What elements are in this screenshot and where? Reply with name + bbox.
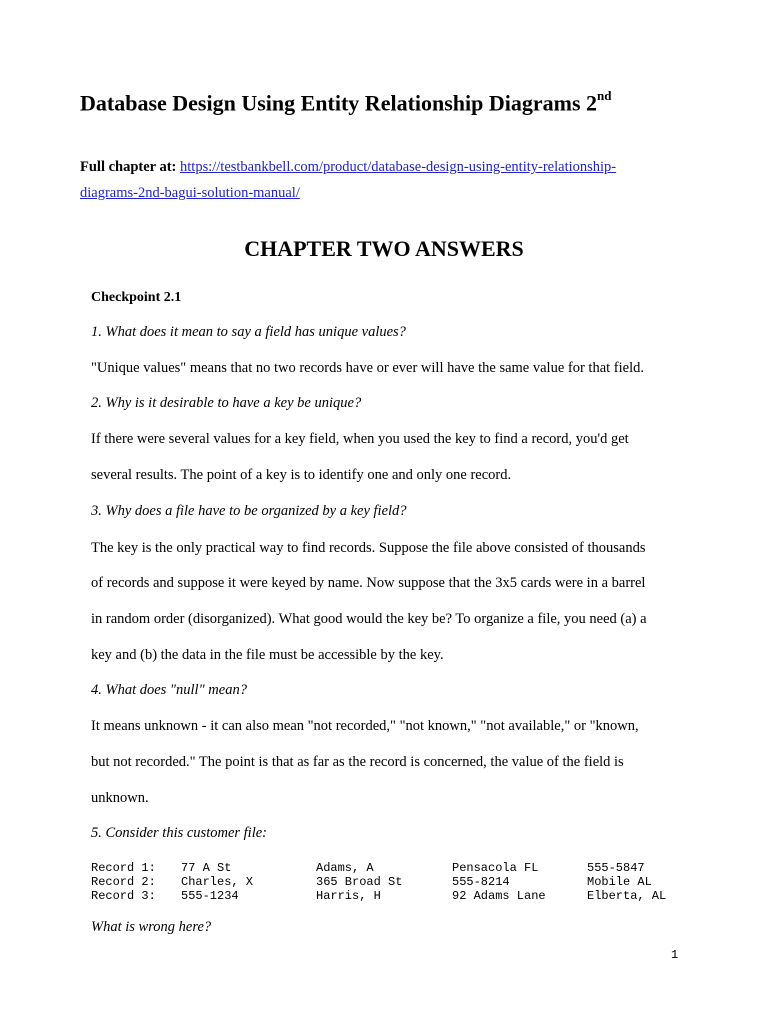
answer-4-line-2: but not recorded." The point is that as far as the record is concerned, the value of the field is [91, 754, 624, 770]
answer-3-line-4: key and (b) the data in the file must be accessible by the key. [91, 647, 444, 663]
answer-4-line-3: unknown. [91, 790, 149, 806]
question-5-followup: What is wrong here? [91, 919, 212, 935]
document-title [80, 90, 612, 116]
record-cell: 555-1234 [181, 889, 239, 903]
answer-2-line-1: If there were several values for a key field, when you used the key to find a record, you'd get [91, 431, 629, 447]
full-chapter-label: Full chapter at: [80, 159, 177, 175]
record-cell: Record 1: [91, 861, 156, 875]
question-2: 2. Why is it desirable to have a key be unique? [91, 395, 362, 411]
record-cell: Charles, X [181, 875, 254, 889]
record-cell: 555-8214 [452, 875, 510, 889]
record-cell: Harris, H [316, 889, 381, 903]
question-1: 1. What does it mean to say a field has unique values? [91, 324, 406, 340]
chapter-heading: CHAPTER TWO ANSWERS [244, 236, 524, 261]
chapter-link-part1[interactable]: https://testbankbell.com/product/database-design-using-entity-relationship- [180, 159, 617, 175]
record-cell: Record 2: [91, 875, 156, 889]
record-cell: 555-5847 [587, 861, 645, 875]
record-cell: Adams, A [316, 861, 374, 875]
record-cell: Pensacola FL [452, 861, 539, 875]
full-chapter-line [80, 159, 616, 176]
answer-3-line-2: of records and suppose it were keyed by name. Now suppose that the 3x5 cards were in a barrel [91, 575, 646, 591]
question-3: 3. Why does a file have to be organized by a key field? [91, 503, 407, 519]
full-chapter-link-line2 [80, 185, 300, 202]
record-cell: Elberta, AL [587, 889, 667, 903]
record-cell: 365 Broad St [316, 875, 403, 889]
answer-2-line-2: several results. The point of a key is to identify one and only one record. [91, 467, 512, 483]
checkpoint-heading: Checkpoint 2.1 [91, 290, 182, 305]
title-superscript: nd [597, 88, 612, 103]
page-number: 1 [671, 948, 679, 962]
question-4: 4. What does "null" mean? [91, 682, 247, 698]
answer-4-line-1: It means unknown - it can also mean "not recorded," "not known," "not available," or "known, [91, 718, 639, 734]
chapter-link-part2[interactable]: diagrams-2nd-bagui-solution-manual/ [80, 185, 300, 201]
record-cell: Record 3: [91, 889, 156, 903]
question-5: 5. Consider this customer file: [91, 825, 268, 841]
record-cell: 92 Adams Lane [452, 889, 546, 903]
answer-3-line-1: The key is the only practical way to find records. Suppose the file above consisted of thousands [91, 540, 646, 556]
record-cell: 77 A St [181, 861, 232, 875]
record-cell: Mobile AL [587, 875, 652, 889]
title-text: Database Design Using Entity Relationship Diagrams 2 [80, 90, 598, 116]
answer-1: "Unique values" means that no two records have or ever will have the same value for that field. [91, 360, 644, 376]
answer-3-line-3: in random order (disorganized). What good would the key be? To organize a file, you need (a) a [91, 611, 647, 627]
